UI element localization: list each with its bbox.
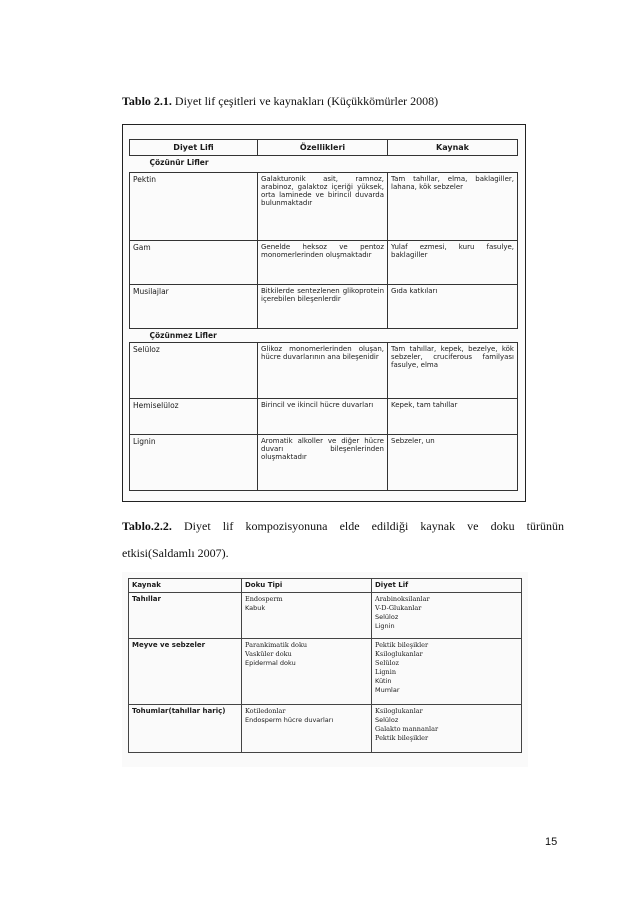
tissue-item: Epidermal doku <box>245 659 296 667</box>
table-row <box>129 639 522 705</box>
fiber-property: Aromatik alkoller ve diğer hücre duvarı bileşenlerinden oluşmaktadır <box>258 435 388 491</box>
table2-header: Doku Tipi <box>242 579 372 593</box>
fiber-source: Yulaf ezmesi, kuru fasulye, baklagiller <box>388 241 518 285</box>
table-row <box>130 343 518 399</box>
table2-caption-text: Diyet lif kompozisyonuna elde edildiği kaynak ve doku türünün <box>171 519 564 533</box>
fiber-name: Lignin <box>130 435 258 491</box>
page-number: 15 <box>545 836 558 848</box>
tissue-list <box>242 593 372 639</box>
tissue-item: Endosperm <box>245 595 283 603</box>
fiber-property: Genelde heksoz ve pentoz monomerlerinden oluşmaktadır <box>258 241 388 285</box>
table-row <box>130 173 518 241</box>
fiber-property: Galakturonik asit, ramnoz, arabinoz, galaktoz içeriği yüksek, orta laminede ve birincil duvarda bulunmaktadır <box>258 173 388 241</box>
fiber-item: Kütin <box>375 677 392 685</box>
table1-header-row <box>130 140 518 156</box>
fiber-name: Hemiselüloz <box>130 399 258 435</box>
table2-header: Diyet Lif <box>372 579 522 593</box>
table1-caption-label: Tablo 2.1. <box>122 94 172 108</box>
table1-caption <box>122 92 438 110</box>
table2-image <box>122 572 528 767</box>
table1-group-row <box>130 329 518 343</box>
table2-header: Kaynak <box>129 579 242 593</box>
fiber-item: Ksiloglukanlar <box>375 650 423 658</box>
group-label-insoluble: Çözünmez Lifler <box>130 329 518 343</box>
source-name: Tohumlar(tahıllar hariç) <box>129 705 242 753</box>
fiber-item: Lignin <box>375 622 395 630</box>
table2 <box>128 578 522 753</box>
tissue-item: Parankimatik doku <box>245 641 308 649</box>
fiber-item: Lignin <box>375 668 397 676</box>
fiber-source: Tam tahıllar, elma, baklagiller, lahana, kök sebzeler <box>388 173 518 241</box>
table-row <box>130 399 518 435</box>
table1-caption-text: Diyet lif çeşitleri ve kaynakları (Küçükkömürler 2008) <box>171 94 439 108</box>
table-row <box>129 705 522 753</box>
table1-image <box>122 124 526 502</box>
table1-header: Özellikleri <box>258 140 388 156</box>
table1 <box>129 139 518 491</box>
fiber-item: Mumlar <box>375 686 400 694</box>
fiber-property: Birincil ve ikincil hücre duvarları <box>258 399 388 435</box>
fiber-item: V-D-Glukanlar <box>375 604 422 612</box>
tissue-item: Kabuk <box>245 604 266 612</box>
fiber-property: Bitkilerde sentezlenen glikoprotein içerebilen bileşenlerdir <box>258 285 388 329</box>
source-name: Meyve ve sebzeler <box>129 639 242 705</box>
fiber-source: Gıda katkıları <box>388 285 518 329</box>
fiber-item: Pektik bileşikler <box>375 734 429 742</box>
table1-group-row <box>130 156 518 173</box>
fiber-property: Glikoz monomerlerinden oluşan, hücre duvarlarının ana bileşenidir <box>258 343 388 399</box>
fiber-list <box>372 639 522 705</box>
fiber-item: Selüloz <box>375 716 399 724</box>
table-row <box>130 435 518 491</box>
tissue-item: Kotiledonlar <box>245 707 286 715</box>
fiber-name: Pektin <box>130 173 258 241</box>
fiber-item: Arabinoksilanlar <box>375 595 430 603</box>
fiber-name: Gam <box>130 241 258 285</box>
group-label-soluble: Çözünür Lifler <box>130 156 518 173</box>
fiber-source: Kepek, tam tahıllar <box>388 399 518 435</box>
fiber-list <box>372 593 522 639</box>
table2-caption <box>122 517 564 535</box>
table2-caption-label: Tablo.2.2. <box>122 519 172 533</box>
table1-header: Diyet Lifi <box>130 140 258 156</box>
fiber-item: Selüloz <box>375 659 399 667</box>
fiber-item: Selüloz <box>375 613 399 621</box>
fiber-source: Sebzeler, un <box>388 435 518 491</box>
fiber-item: Ksiloglukanlar <box>375 707 423 715</box>
fiber-name: Selüloz <box>130 343 258 399</box>
fiber-list <box>372 705 522 753</box>
fiber-item: Pektik bileşikler <box>375 641 429 649</box>
tissue-item: Endosperm hücre duvarları <box>245 716 334 724</box>
source-name: Tahıllar <box>129 593 242 639</box>
tissue-list <box>242 639 372 705</box>
table-row <box>130 285 518 329</box>
fiber-name: Musilajlar <box>130 285 258 329</box>
table-row <box>130 241 518 285</box>
table2-caption-line2: etkisi(Saldamlı 2007). <box>122 546 229 560</box>
fiber-source: Tam tahıllar, kepek, bezelye, kök sebzeler, cruciferous familyası fasulye, elma <box>388 343 518 399</box>
tissue-list <box>242 705 372 753</box>
tissue-item: Vasküler doku <box>245 650 292 658</box>
table-row <box>129 593 522 639</box>
table2-header-row <box>129 579 522 593</box>
table1-header: Kaynak <box>388 140 518 156</box>
fiber-item: Galakto mannanlar <box>375 725 439 733</box>
